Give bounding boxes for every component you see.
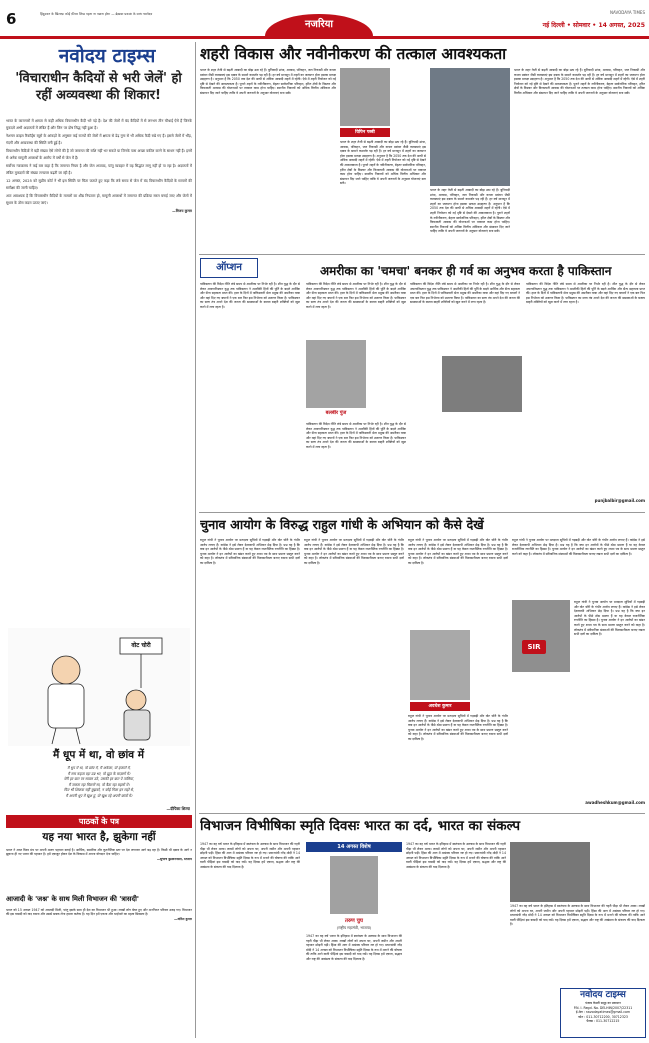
partition-photo <box>510 842 590 902</box>
partition-body-col3 <box>406 842 506 1037</box>
pakistan-body-text: पाकिस्तान की विदेश नीति लंबे समय से अमरीका पर निर्भर रही है। शीत युद्ध के दौर से लेकर अफगानिस्तान युद्ध तक पाकिस्तान ने अमरीकी हितों की पूर्ति के बदले आर्थिक और सैन्य सहायता प्राप्त की। हाल के दिनों में पाकिस्तानी सेना प्रमुख की अमरीका यात्रा और वहां दिए गए बयानों ने एक बार फिर इस निर्भरता को उजागर किया है। पाकिस्तान का सत्ता तंत्र अपने देश की जनता की समस्याओं के बजाय बाहरी शक्तियों को खुश करने में लगा रहता है। <box>306 282 406 309</box>
partition-body-col1 <box>200 842 300 1037</box>
author-name-text: अवधेश कुमार <box>428 704 452 709</box>
poem-line: मैं अपनी धूप में खुश हूं, वो खुश रहे अपनी छांवों में। <box>65 793 133 798</box>
trump-munir-photo <box>442 356 522 412</box>
letters-headline: यह नया भारत है, झुकेगा नहीं <box>42 831 156 843</box>
cartoon <box>8 628 190 746</box>
letters-body-2 <box>6 908 192 1036</box>
editorial-signoff: —विजय कुमार <box>172 209 192 213</box>
pakistan-body-text: पाकिस्तान की विदेश नीति लंबे समय से अमरीका पर निर्भर रही है। शीत युद्ध के दौर से लेकर अफगानिस्तान युद्ध तक पाकिस्तान ने अमरीकी हितों की पूर्ति के बदले आर्थिक और सैन्य सहायता प्राप्त की। हाल के दिनों में पाकिस्तानी सेना प्रमुख की अमरीका यात्रा और वहां दिए गए बयानों ने एक बार फिर इस निर्भरता को उजागर किया है। पाकिस्तान का सत्ता तंत्र अपने देश की जनता की समस्याओं के बजाय बाहरी शक्तियों को खुश करने में लगा रहता है। <box>410 282 520 305</box>
rahul-email[interactable]: awadheshkum@gmail.com <box>585 800 645 805</box>
option-label-text: ऑप्शन <box>216 262 242 273</box>
column-divider <box>195 42 196 1038</box>
section-divider <box>199 254 645 255</box>
editorial-para: नेशनल क्राइम रिकॉर्ड्स ब्यूरो के आंकड़ों के अनुसार कई राज्यों की जेलों में क्षमता से डेढ़ गुना से भी अधिक कैदी रखे गए हैं। इससे जेलों में भीड़, गंदगी और अव्यवस्था की स्थिति बनी हुई है। <box>6 134 192 145</box>
section-divider <box>199 512 645 513</box>
author-photo-vipin <box>340 68 390 126</box>
editorial-headline: 'विचाराधीन कैदियों से भरी जेलें' हो रहीं अव्यवस्था की शिकार! <box>15 71 182 103</box>
page-number: 6 <box>6 10 17 28</box>
sir-stamp <box>522 640 546 654</box>
rahul-body-col4 <box>408 714 508 810</box>
header-rule <box>0 36 649 39</box>
poem-body <box>14 766 184 806</box>
pakistan-body-col2 <box>306 282 406 338</box>
poem-line: मैं जलता रहा चिरागों सा, वो बैठा रहा बहारों में। <box>68 782 130 787</box>
author-name-vipin <box>340 128 390 137</box>
footer-imprint-box <box>560 988 646 1038</box>
page-header <box>0 0 649 40</box>
rahul-body-text: राहुल गांधी ने चुनाव आयोग पर मतदाता सूचियों में गड़बड़ी और वोट चोरी के गंभीर आरोप लगाए हैं। कांग्रेस ने इसे लेकर देशव्यापी अभियान छेड़ दिया है। प्रश्न यह है कि क्या इन आरोपों के पीछे ठोस प्रमाण हैं या यह केवल राजनीतिक रणनीति का हिस्सा है। चुनाव आयोग ने इन आरोपों का खंडन करते हुए शपथ पत्र के साथ प्रमाण प्रस्तुत करने को कहा है। लोकतंत्र में संवैधानिक संस्थाओं की विश्वसनीयता बनाए रखना सभी दलों का दायित्व है। <box>408 714 508 741</box>
editorial-body <box>6 118 192 616</box>
main-body-text: भारत के शहर तेजी से बढ़ती आबादी का बोझ उठा रहे हैं। बुनियादी ढांचा, आवास, परिवहन, जल निकासी और कचरा प्रबंधन जैसी व्यवस्थाएं इस दबाव के सामने कमजोर पड़ रही हैं। हर वर्ष मानसून में शहरों का जलमग्न होना इसका प्रत्यक्ष उदाहरण है। अनुमान है कि 2050 तक देश की आधी से अधिक आबादी शहरों में रहेगी। ऐसे में शहरी नियोजन को नई दृष्टि से देखने की आवश्यकता है। पुराने शहरों के नवीनीकरण, बेहतर सार्वजनिक परिवहन, हरित क्षेत्रों के विस्तार और किफायती आवास की योजनाओं पर तत्काल काम होना चाहिए। स्थानीय निकायों को अधिक वित्तीय अधिकार और संसाधन दिए जाने चाहिए ताकि वे अपनी जरूरतों के अनुसार योजनाएं बना सकें। <box>340 140 426 186</box>
option-label <box>200 258 258 278</box>
main-body-text: भारत के शहर तेजी से बढ़ती आबादी का बोझ उठा रहे हैं। बुनियादी ढांचा, आवास, परिवहन, जल निकासी और कचरा प्रबंधन जैसी व्यवस्थाएं इस दबाव के सामने कमजोर पड़ रही हैं। हर वर्ष मानसून में शहरों का जलमग्न होना इसका प्रत्यक्ष उदाहरण है। अनुमान है कि 2050 तक देश की आधी से अधिक आबादी शहरों में रहेगी। ऐसे में शहरी नियोजन को नई दृष्टि से देखने की आवश्यकता है। पुराने शहरों के नवीनीकरण, बेहतर सार्वजनिक परिवहन, हरित क्षेत्रों के विस्तार और किफायती आवास की योजनाओं पर तत्काल काम होना चाहिए। स्थानीय निकायों को अधिक वित्तीय अधिकार और संसाधन दिए जाने चाहिए ताकि वे अपनी जरूरतों के अनुसार योजनाएं बना सकें। <box>200 68 336 95</box>
main-headline-text: शहरी विकास और नवीनीकरण की तत्काल आवश्यकता <box>200 45 507 63</box>
editorial-para: विचाराधीन कैदियों में बड़ी संख्या ऐसे लोगों की है जो जमानत की राशि नहीं भर सकते या जिनके पास अच्छा वकील करने के साधन नहीं हैं। इनमें से अनेक मामूली अपराधों के आरोप में वर्षों से जेल में हैं। <box>6 149 192 160</box>
author-title-tarun: (राष्ट्रीय महामंत्री, भाजपा) <box>336 925 372 930</box>
partition-body-text: 1947 का वह वर्ष भारत के इतिहास में स्वतंत्रता के उल्लास के साथ विभाजन की गहरी पीड़ा भी लेकर आया। लाखों लोगों को अपना घर, अपनी जमीन और अपनी पहचान छोड़नी पड़ी। हिंसा की आग में असंख्य परिवार नष्ट हो गए। प्रधानमंत्री नरेंद्र मोदी ने 14 अगस्त को विभाजन विभीषिका स्मृति दिवस के रूप में मनाने की घोषणा की ताकि आने वाली पीढ़ियां इस त्रासदी को याद रखें। यह दिवस हमें एकता, सद्भाव और राष्ट्र की अखंडता के संकल्प की याद दिलाता है। <box>306 934 402 961</box>
rahul-body-text: राहुल गांधी ने चुनाव आयोग पर मतदाता सूचियों में गड़बड़ी और वोट चोरी के गंभीर आरोप लगाए हैं। कांग्रेस ने इसे लेकर देशव्यापी अभियान छेड़ दिया है। प्रश्न यह है कि क्या इन आरोपों के पीछे ठोस प्रमाण हैं या यह केवल राजनीतिक रणनीति का हिस्सा है। चुनाव आयोग ने इन आरोपों का खंडन करते हुए शपथ पत्र के साथ प्रमाण प्रस्तुत करने को कहा है। लोकतंत्र में संवैधानिक संस्थाओं की विश्वसनीयता बनाए रखना सभी दलों का दायित्व है। <box>512 538 645 556</box>
poem-line: मैं धूप में था, वो छांव में, मैं अकेला, वो हजारों में, <box>67 766 131 770</box>
rahul-body-col2 <box>304 538 404 810</box>
rahul-photo <box>512 600 570 672</box>
pakistan-headline: अमरीका का 'चमचा' बनकर ही गर्व का अनुभव करता है पाकिस्तान <box>320 264 612 278</box>
pakistan-email[interactable]: punjbalbir@gmail.com <box>594 498 645 503</box>
author-name-awadhesh <box>410 702 470 711</box>
rahul-body-col6 <box>574 600 645 796</box>
footer-line: फैक्स : 011-30712215 <box>586 1019 620 1023</box>
poem-author: —दीपिका शिल्पा <box>166 806 190 811</box>
footer-line: फोन : 011-30712200, 30712323 <box>578 1014 628 1019</box>
pakistan-body-col1 <box>200 282 300 508</box>
letter-signature: —सुभाष बुडावनवाला, रतलाम <box>156 857 192 862</box>
main-body-col4 <box>514 68 645 250</box>
rahul-body-col1 <box>200 538 300 810</box>
partition-body-text: 1947 का वह वर्ष भारत के इतिहास में स्वतंत्रता के उल्लास के साथ विभाजन की गहरी पीड़ा भी लेकर आया। लाखों लोगों को अपना घर, अपनी जमीन और अपनी पहचान छोड़नी पड़ी। हिंसा की आग में असंख्य परिवार नष्ट हो गए। प्रधानमंत्री नरेंद्र मोदी ने 14 अगस्त को विभाजन विभीषिका स्मृति दिवस के रूप में मनाने की घोषणा की ताकि आने वाली पीढ़ियां इस त्रासदी को याद रखें। यह दिवस हमें एकता, सद्भाव और राष्ट्र की अखंडता के संकल्प की याद दिलाता है। <box>406 842 506 869</box>
special-box-label <box>306 842 402 852</box>
masthead-logo: नवोदय टाइम्स <box>58 45 156 67</box>
footer-line: ई-मेल : navodayatimes@gmail.com <box>575 1010 631 1014</box>
pakistan-body-text: पाकिस्तान की विदेश नीति लंबे समय से अमरीका पर निर्भर रही है। शीत युद्ध के दौर से लेकर अफगानिस्तान युद्ध तक पाकिस्तान ने अमरीकी हितों की पूर्ति के बदले आर्थिक और सैन्य सहायता प्राप्त की। हाल के दिनों में पाकिस्तानी सेना प्रमुख की अमरीका यात्रा और वहां दिए गए बयानों ने एक बार फिर इस निर्भरता को उजागर किया है। पाकिस्तान का सत्ता तंत्र अपने देश की जनता की समस्याओं के बजाय बाहरी शक्तियों को खुश करने में लगा रहता है। <box>306 422 406 449</box>
cartoon-illustration <box>8 628 190 746</box>
author-name-text: विपिन पब्बी <box>355 130 375 135</box>
rahul-body-text: राहुल गांधी ने चुनाव आयोग पर मतदाता सूचियों में गड़बड़ी और वोट चोरी के गंभीर आरोप लगाए हैं। कांग्रेस ने इसे लेकर देशव्यापी अभियान छेड़ दिया है। प्रश्न यह है कि क्या इन आरोपों के पीछे ठोस प्रमाण हैं या यह केवल राजनीतिक रणनीति का हिस्सा है। चुनाव आयोग ने इन आरोपों का खंडन करते हुए शपथ पत्र के साथ प्रमाण प्रस्तुत करने को कहा है। लोकतंत्र में संवैधानिक संस्थाओं की विश्वसनीयता बनाए रखना सभी दलों का दायित्व है। <box>408 538 508 565</box>
letters-body <box>6 848 192 892</box>
brand-small: NAVODAYA TIMES <box>609 10 645 15</box>
letters-banner <box>6 815 192 828</box>
editorial-para: भारत के कारागारों में क्षमता से कहीं अधिक विचाराधीन कैदी भरे पड़े हैं। देश की जेलों में बंद कैदियों में से लगभग तीन चौथाई ऐसे हैं जिनके मुकदमे अभी अदालतों में लंबित हैं और जिन पर दोष सिद्ध नहीं हुआ है। <box>6 119 192 130</box>
author-photo-tarun <box>330 856 378 914</box>
editorial-para: 12 अगस्त, 2025 को सुप्रीम कोर्ट ने भी इस स्थिति पर चिंता जताते हुए कहा कि लंबे समय से जेल में बंद विचाराधीन कैदियों के मामलों की समीक्षा की जानी चाहिए। <box>6 179 192 190</box>
letters-banner-text: पाठकों के पत्र <box>78 817 120 826</box>
letter-text: भारत को 15 अगस्त 1947 को आजादी मिली, परंतु इसके साथ ही देश का विभाजन भी हुआ। लाखों लोग बेघर हुए और अनगिनत परिवार उजड़ गए। विभाजन की इस त्रासदी को याद रखना और उससे सबक लेना हमारा कर्तव्य है। यह दिन हमें एकता और भाईचारे का महत्व सिखाता है। <box>6 908 192 917</box>
rahul-body-text: राहुल गांधी ने चुनाव आयोग पर मतदाता सूचियों में गड़बड़ी और वोट चोरी के गंभीर आरोप लगाए हैं। कांग्रेस ने इसे लेकर देशव्यापी अभियान छेड़ दिया है। प्रश्न यह है कि क्या इन आरोपों के पीछे ठोस प्रमाण हैं या यह केवल राजनीतिक रणनीति का हिस्सा है। चुनाव आयोग ने इन आरोपों का खंडन करते हुए शपथ पत्र के साथ प्रमाण प्रस्तुत करने को कहा है। लोकतंत्र में संवैधानिक संस्थाओं की विश्वसनीयता बनाए रखना सभी दलों का दायित्व है। <box>200 538 300 565</box>
main-headline <box>200 42 645 64</box>
poem-title: मैं धूप में था, वो छांव में <box>52 749 145 761</box>
footer-line: पंजाब केसरी समूह का प्रकाशन <box>585 1001 621 1005</box>
main-body-col1 <box>200 68 336 250</box>
main-body-col2 <box>340 140 426 250</box>
rahul-headline: चुनाव आयोग के विरुद्ध राहुल गांधी के अभियान को कैसे देखें <box>200 518 484 533</box>
author-photo-balbir <box>306 340 366 408</box>
partition-headline: विभाजन विभीषिका स्मृति दिवसः भारत का दर्द, भारत का संकल्प <box>200 818 521 834</box>
pakistan-body-col5 <box>526 282 645 496</box>
partition-body-text: 1947 का वह वर्ष भारत के इतिहास में स्वतंत्रता के उल्लास के साथ विभाजन की गहरी पीड़ा भी लेकर आया। लाखों लोगों को अपना घर, अपनी जमीन और अपनी पहचान छोड़नी पड़ी। हिंसा की आग में असंख्य परिवार नष्ट हो गए। प्रधानमंत्री नरेंद्र मोदी ने 14 अगस्त को विभाजन विभीषिका स्मृति दिवस के रूप में मनाने की घोषणा की ताकि आने वाली पीढ़ियां इस त्रासदी को याद रखें। यह दिवस हमें एकता, सद्भाव और राष्ट्र की अखंडता के संकल्प की याद दिलाता है। <box>200 842 300 869</box>
main-body-text: भारत के शहर तेजी से बढ़ती आबादी का बोझ उठा रहे हैं। बुनियादी ढांचा, आवास, परिवहन, जल निकासी और कचरा प्रबंधन जैसी व्यवस्थाएं इस दबाव के सामने कमजोर पड़ रही हैं। हर वर्ष मानसून में शहरों का जलमग्न होना इसका प्रत्यक्ष उदाहरण है। अनुमान है कि 2050 तक देश की आधी से अधिक आबादी शहरों में रहेगी। ऐसे में शहरी नियोजन को नई दृष्टि से देखने की आवश्यकता है। पुराने शहरों के नवीनीकरण, बेहतर सार्वजनिक परिवहन, हरित क्षेत्रों के विस्तार और किफायती आवास की योजनाओं पर तत्काल काम होना चाहिए। स्थानीय निकायों को अधिक वित्तीय अधिकार और संसाधन दिए जाने चाहिए ताकि वे अपनी जरूरतों के अनुसार योजनाएं बना सकें। <box>514 68 645 95</box>
rahul-body-text: राहुल गांधी ने चुनाव आयोग पर मतदाता सूचियों में गड़बड़ी और वोट चोरी के गंभीर आरोप लगाए हैं। कांग्रेस ने इसे लेकर देशव्यापी अभियान छेड़ दिया है। प्रश्न यह है कि क्या इन आरोपों के पीछे ठोस प्रमाण हैं या यह केवल राजनीतिक रणनीति का हिस्सा है। चुनाव आयोग ने इन आरोपों का खंडन करते हुए शपथ पत्र के साथ प्रमाण प्रस्तुत करने को कहा है। लोकतंत्र में संवैधानिक संस्थाओं की विश्वसनीयता बनाए रखना सभी दलों का दायित्व है। <box>574 600 645 637</box>
letter-signature: —अनिल कुमार <box>174 917 192 922</box>
section-divider <box>199 813 645 814</box>
poem-line: फिर भी शिकवा नहीं मुझको, न कोई गिला इन राहों से, <box>64 788 134 793</box>
author-photo-awadhesh <box>410 630 470 700</box>
dateline: नई दिल्ली • सोमवार • 14 अगस्त, 2025 <box>542 22 645 29</box>
letter-text: भारत ने आज विश्व मंच पर अपनी अलग पहचान बनाई है। आर्थिक, सामरिक और कूटनीतिक स्तर पर देश लगातार आगे बढ़ रहा है। किसी भी दबाव के आगे न झुकना ही नए भारत की पहचान है। हमें एकजुट होकर देश के विकास में अपना योगदान देना चाहिए। <box>6 848 192 857</box>
pakistan-body-text: पाकिस्तान की विदेश नीति लंबे समय से अमरीका पर निर्भर रही है। शीत युद्ध के दौर से लेकर अफगानिस्तान युद्ध तक पाकिस्तान ने अमरीकी हितों की पूर्ति के बदले आर्थिक और सैन्य सहायता प्राप्त की। हाल के दिनों में पाकिस्तानी सेना प्रमुख की अमरीका यात्रा और वहां दिए गए बयानों ने एक बार फिर इस निर्भरता को उजागर किया है। पाकिस्तान का सत्ता तंत्र अपने देश की जनता की समस्याओं के बजाय बाहरी शक्तियों को खुश करने में लगा रहता है। <box>200 282 300 309</box>
flooded-street-photo <box>430 68 510 186</box>
author-name-tarun: तरुण चुघ <box>345 918 363 924</box>
poem-line: मेरी हर बात पर सवाल उठे, उसकी हर बात पे तालियां, <box>64 777 134 782</box>
footer-logo: नवोदय टाइम्स <box>580 990 626 1000</box>
author-name-balbir: बलबीर पुंज <box>325 410 347 416</box>
main-body-col3 <box>430 188 510 250</box>
rahul-body-text: राहुल गांधी ने चुनाव आयोग पर मतदाता सूचियों में गड़बड़ी और वोट चोरी के गंभीर आरोप लगाए हैं। कांग्रेस ने इसे लेकर देशव्यापी अभियान छेड़ दिया है। प्रश्न यह है कि क्या इन आरोपों के पीछे ठोस प्रमाण हैं या यह केवल राजनीतिक रणनीति का हिस्सा है। चुनाव आयोग ने इन आरोपों का खंडन करते हुए शपथ पत्र के साथ प्रमाण प्रस्तुत करने को कहा है। लोकतंत्र में संवैधानिक संस्थाओं की विश्वसनीयता बनाए रखना सभी दलों का दायित्व है। <box>304 538 404 565</box>
editorial-para: अतः आवश्यक है कि विचाराधीन कैदियों के मामलों का शीघ्र निपटारा हो, मामूली अपराधों में जमानत की प्रक्रिया सरल बनाई जाए और जेलों में सुधार के ठोस कदम उठाए जाएं। <box>6 194 192 205</box>
rahul-body-col3 <box>408 538 508 628</box>
partition-body-col4 <box>510 904 645 986</box>
poem-line: मैं सच कहता रहा उम्र भर, वो झूठ के बाज़ारों में। <box>67 771 131 776</box>
section-badge <box>265 14 373 36</box>
pakistan-body-col3 <box>306 422 406 508</box>
letters-headline-2: आजादी के 'जश्न' के साथ मिली विभाजन की 'त्रासदी' <box>6 895 139 903</box>
main-body-text: भारत के शहर तेजी से बढ़ती आबादी का बोझ उठा रहे हैं। बुनियादी ढांचा, आवास, परिवहन, जल निकासी और कचरा प्रबंधन जैसी व्यवस्थाएं इस दबाव के सामने कमजोर पड़ रही हैं। हर वर्ष मानसून में शहरों का जलमग्न होना इसका प्रत्यक्ष उदाहरण है। अनुमान है कि 2050 तक देश की आधी से अधिक आबादी शहरों में रहेगी। ऐसे में शहरी नियोजन को नई दृष्टि से देखने की आवश्यकता है। पुराने शहरों के नवीनीकरण, बेहतर सार्वजनिक परिवहन, हरित क्षेत्रों के विस्तार और किफायती आवास की योजनाओं पर तत्काल काम होना चाहिए। स्थानीय निकायों को अधिक वित्तीय अधिकार और संसाधन दिए जाने चाहिए ताकि वे अपनी जरूरतों के अनुसार योजनाएं बना सकें। <box>430 188 510 234</box>
partition-body-text: 1947 का वह वर्ष भारत के इतिहास में स्वतंत्रता के उल्लास के साथ विभाजन की गहरी पीड़ा भी लेकर आया। लाखों लोगों को अपना घर, अपनी जमीन और अपनी पहचान छोड़नी पड़ी। हिंसा की आग में असंख्य परिवार नष्ट हो गए। प्रधानमंत्री नरेंद्र मोदी ने 14 अगस्त को विभाजन विभीषिका स्मृति दिवस के रूप में मनाने की घोषणा की ताकि आने वाली पीढ़ियां इस त्रासदी को याद रखें। यह दिवस हमें एकता, सद्भाव और राष्ट्र की अखंडता के संकल्प की याद दिलाता है। <box>510 904 645 927</box>
footer-line: P.N. I. Regd. No. DELHIN/2007/22311 <box>573 1005 633 1010</box>
rahul-body-col5 <box>512 538 645 598</box>
cartoon-sign-text: वोट चोरी <box>131 642 151 649</box>
sir-stamp-text: SIR <box>527 643 541 651</box>
special-box-label-text: 14 अगस्त विशेष <box>337 844 371 850</box>
section-title: नजरिया <box>304 19 334 30</box>
header-tagline: हिंदुस्तान के खिलाफ़ कोई फ़ीचर लिख पहना ना पछना होगा — ब्रेख़बर प्रकाश के साथ नवरोदय <box>40 12 153 16</box>
editorial-para: सर्वोच्च न्यायालय ने कई बार कहा है कि जमानत नियम है और जेल अपवाद, परंतु व्यवहार में यह सिद्धांत लागू नहीं हो पा रहा है। अदालतों में लंबित मुकदमों की संख्या लगातार बढ़ती जा रही है। <box>6 164 192 175</box>
partition-body-col2 <box>306 934 402 1037</box>
pakistan-body-text: पाकिस्तान की विदेश नीति लंबे समय से अमरीका पर निर्भर रही है। शीत युद्ध के दौर से लेकर अफगानिस्तान युद्ध तक पाकिस्तान ने अमरीकी हितों की पूर्ति के बदले आर्थिक और सैन्य सहायता प्राप्त की। हाल के दिनों में पाकिस्तानी सेना प्रमुख की अमरीका यात्रा और वहां दिए गए बयानों ने एक बार फिर इस निर्भरता को उजागर किया है। पाकिस्तान का सत्ता तंत्र अपने देश की जनता की समस्याओं के बजाय बाहरी शक्तियों को खुश करने में लगा रहता है। <box>526 282 645 305</box>
